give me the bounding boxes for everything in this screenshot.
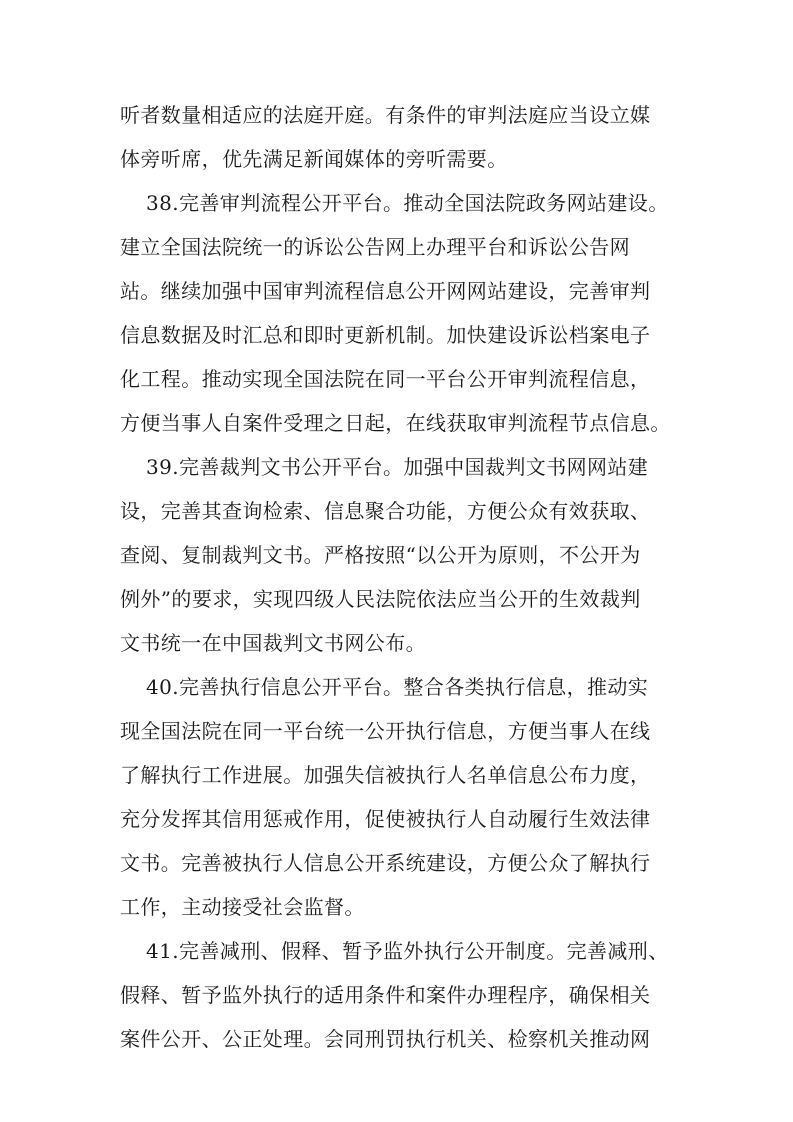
- paragraph-41-heading: 41.完善减刑、假释、暂予监外执行公开制度。完善减刑、: [146, 939, 669, 963]
- paragraph-38-heading: 38.完善审判流程公开平台。推动全国法院政务网站建设。: [146, 191, 669, 215]
- text-line: 化工程。推动实现全国法院在同一平台公开审判流程信息，: [120, 367, 651, 391]
- text-line: 充分发挥其信用惩戒作用，促使被执行人自动履行生效法律: [120, 807, 651, 831]
- text-line: 文书。完善被执行人信息公开系统建设，方便公众了解执行: [120, 851, 651, 875]
- text-line: 建立全国法院统一的诉讼公告网上办理平台和诉讼公告网: [120, 235, 630, 259]
- text-line: 信息数据及时汇总和即时更新机制。加快建设诉讼档案电子: [120, 323, 651, 347]
- text-line: 了解执行工作进展。加强失信被执行人名单信息公布力度，: [120, 763, 651, 787]
- text-line: 例外”的要求，实现四级人民法院依法应当公开的生效裁判: [120, 587, 641, 611]
- text-line: 文书统一在中国裁判文书网公布。: [120, 631, 426, 655]
- text-line: 案件公开、公正处理。会同刑罚执行机关、检察机关推动网: [120, 1027, 651, 1051]
- text-line: 现全国法院在同一平台统一公开执行信息，方便当事人在线: [120, 719, 651, 743]
- text-line: 体旁听席，优先满足新闻媒体的旁听需要。: [120, 147, 508, 171]
- paragraph-39-heading: 39.完善裁判文书公开平台。加强中国裁判文书网网站建: [146, 455, 649, 479]
- text-line: 查阅、复制裁判文书。严格按照“以公开为原则，不公开为: [120, 543, 641, 567]
- text-line: 假释、暂予监外执行的适用条件和案件办理程序，确保相关: [120, 983, 651, 1007]
- text-line: 方便当事人自案件受理之日起，在线获取审判流程节点信息。: [120, 411, 671, 435]
- text-line: 工作，主动接受社会监督。: [120, 895, 365, 919]
- text-line: 设，完善其查询检索、信息聚合功能，方便公众有效获取、: [120, 499, 651, 523]
- text-line: 听者数量相适应的法庭开庭。有条件的审判法庭应当设立媒: [120, 103, 651, 127]
- text-line: 站。继续加强中国审判流程信息公开网网站建设，完善审判: [120, 279, 651, 303]
- paragraph-40-heading: 40.完善执行信息公开平台。整合各类执行信息，推动实: [146, 675, 649, 699]
